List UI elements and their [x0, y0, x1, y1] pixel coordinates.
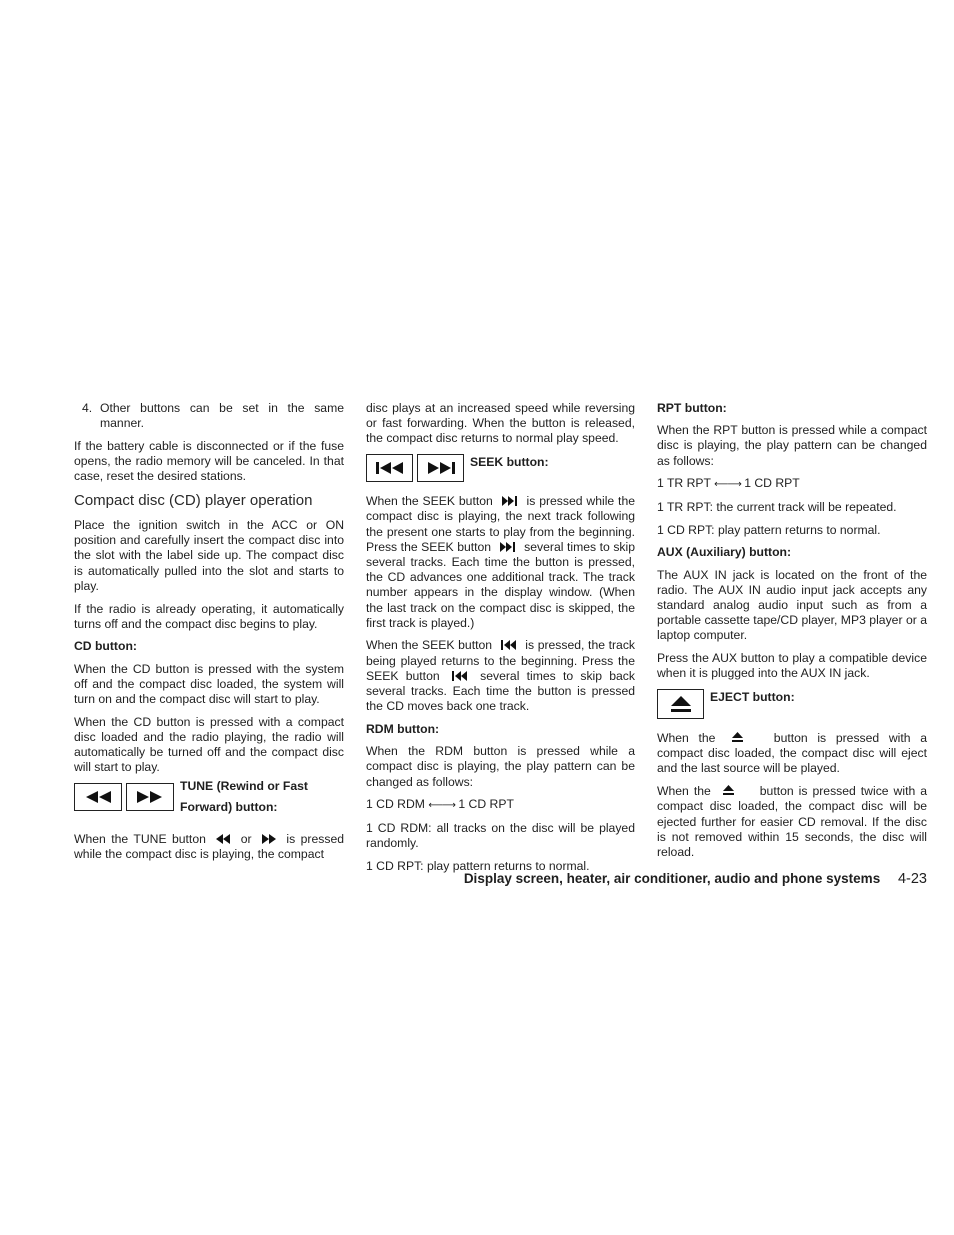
fast-forward-icon [261, 834, 277, 844]
aux-button-heading: AUX (Auxiliary) button: [657, 545, 792, 560]
rdm-line-2: 1 CD RPT: play pattern returns to normal. [366, 858, 590, 873]
aux-paragraph-2: Press the AUX button to play a compatible device when it is plugged into the AUX IN jack. [657, 651, 927, 681]
rpt-line-1: 1 TR RPT: the current track will be repeated. [657, 500, 897, 515]
list-text: Other buttons can be set in the same manner. [100, 401, 344, 431]
continued-paragraph: disc plays at an increased speed while reversing or fast forwarding. When the button is released, the compact disc returns to normal play speed. [366, 401, 635, 446]
rpt-line-2: 1 CD RPT: play pattern returns to normal. [657, 522, 881, 537]
tune-text-post: is pressed while the compact disc is playing, the compact [74, 832, 345, 862]
double-arrow-icon: ⟵⟶ [714, 479, 741, 491]
rpt-cycle-b: 1 CD RPT [744, 476, 800, 491]
eject-paragraph-2 [657, 784, 927, 860]
eject-icon [731, 732, 744, 743]
chapter-title: Display screen, heater, air conditioner, audio and phone systems [463, 871, 881, 886]
rdm-line-1: 1 CD RDM: all tracks on the disc will be played randomly. [366, 820, 635, 851]
tune-label-line-1: TUNE (Rewind or Fast [180, 779, 308, 794]
rdm-paragraph: When the RDM button is pressed while a compact disc is playing, the play pattern can be changed as follows: [366, 744, 635, 789]
tune-button-label [180, 776, 308, 818]
rdm-cycle-b: 1 CD RPT [458, 797, 514, 812]
seek2-text-end: several times to skip back several tracks. Each time the button is pressed the CD moves back one track. [366, 668, 635, 714]
seek-forward-paragraph [366, 494, 635, 631]
seek1-text-end: several times to skip several tracks. Each time the button is pressed, the CD advances one additional track. The track number appears in the display window. (When the last track on the compact disc is skipped, the first track is played.) [366, 539, 635, 630]
skip-forward-icon [499, 542, 517, 552]
tune-button-row [74, 779, 344, 818]
rpt-button-heading: RPT button: [657, 401, 727, 415]
rpt-paragraph: When the RPT button is pressed while a compact disc is playing, the play pattern can be changed as follows: [657, 423, 927, 468]
seek-button-label: SEEK button: [470, 455, 549, 470]
eject1-text-post: button is pressed with a compact disc loaded, the compact disc will eject and the last source will be played. [657, 731, 927, 776]
cd-button-heading: CD button: [74, 639, 137, 654]
eject2-text-post: button is pressed twice with a compact disc loaded, the compact disc will be ejected further for easier CD removal. If the disc is not removed within 15 seconds, the disc will reload. [657, 784, 928, 859]
rpt-cycle [657, 476, 927, 492]
seek-back-button-illustration [366, 454, 413, 482]
list-number: 4. [82, 401, 93, 415]
skip-forward-icon [501, 496, 519, 506]
page-footer [0, 871, 927, 887]
seek1-text-pre: When the SEEK button [366, 494, 493, 509]
eject1-text-pre: When the [657, 731, 716, 746]
column-left [74, 401, 344, 870]
eject-icon [670, 695, 692, 713]
tune-label-line-2: Forward) button: [180, 800, 278, 815]
tune-text-or: or [240, 832, 252, 847]
rewind-button-illustration [74, 783, 122, 811]
page-number: 4-23 [897, 871, 927, 887]
rewind-icon [215, 834, 231, 844]
cd-paragraph-2: When the CD button is pressed with a compact disc loaded and the radio playing, the radio will automatically be turned off and the compact disc will start to play. [74, 714, 344, 775]
column-right [657, 401, 927, 868]
insert-paragraph: Place the ignition switch in the ACC or ON position and carefully insert the compact disc into the slot with the label side up. The compact disc is automatically pulled into the slot and starts to play. [74, 518, 344, 593]
seek-forward-button-illustration [417, 454, 464, 482]
section-title: Compact disc (CD) player operation [74, 492, 313, 510]
rdm-cycle-a: 1 CD RDM [366, 797, 425, 812]
tune-text-pre: When the TUNE button [74, 832, 206, 847]
battery-paragraph: If the battery cable is disconnected or if the fuse opens, the radio memory will be canceled. In that case, reset the desired stations. [74, 438, 344, 484]
seek2-text-post: is pressed, the track being played returns to the beginning. Press the SEEK button [366, 638, 636, 683]
skip-back-icon [451, 671, 469, 681]
seek2-text-pre: When the SEEK button [366, 638, 493, 653]
seek-back-paragraph [366, 638, 635, 714]
aux-paragraph-1: The AUX IN jack is located on the front of the radio. The AUX IN audio input jack accepts any standard analog audio input such as from a portable cassette tape/CD player, MP3 player or a laptop computer. [657, 567, 927, 643]
eject-button-illustration [657, 689, 704, 719]
skip-back-icon [500, 640, 518, 650]
seek1-text-post: is pressed while the compact disc is playing, the next track following the present one starts to play from the beginning. Press the SEEK button [366, 494, 636, 554]
eject-button-row [657, 689, 927, 719]
radio-paragraph: If the radio is already operating, it automatically turns off and the compact disc begins to play. [74, 601, 344, 631]
rewind-icon [83, 790, 113, 804]
eject-icon [722, 785, 735, 796]
skip-back-icon [375, 461, 405, 475]
column-middle [366, 401, 635, 882]
rdm-button-heading: RDM button: [366, 721, 440, 736]
fast-forward-button-illustration [126, 783, 174, 811]
list-item-4 [82, 401, 344, 431]
tune-paragraph [74, 832, 344, 862]
cd-paragraph-1: When the CD button is pressed with the system off and the compact disc loaded, the system will turn on and the compact disc will start to play. [74, 661, 344, 707]
double-arrow-icon: ⟵⟶ [428, 800, 455, 812]
eject-button-label: EJECT button: [710, 690, 795, 705]
seek-button-row [366, 454, 635, 482]
fast-forward-icon [135, 790, 165, 804]
rpt-cycle-a: 1 TR RPT [657, 476, 711, 491]
skip-forward-icon [426, 461, 456, 475]
rdm-cycle [366, 797, 635, 813]
eject-paragraph-1 [657, 731, 927, 777]
eject2-text-pre: When the [657, 784, 711, 799]
